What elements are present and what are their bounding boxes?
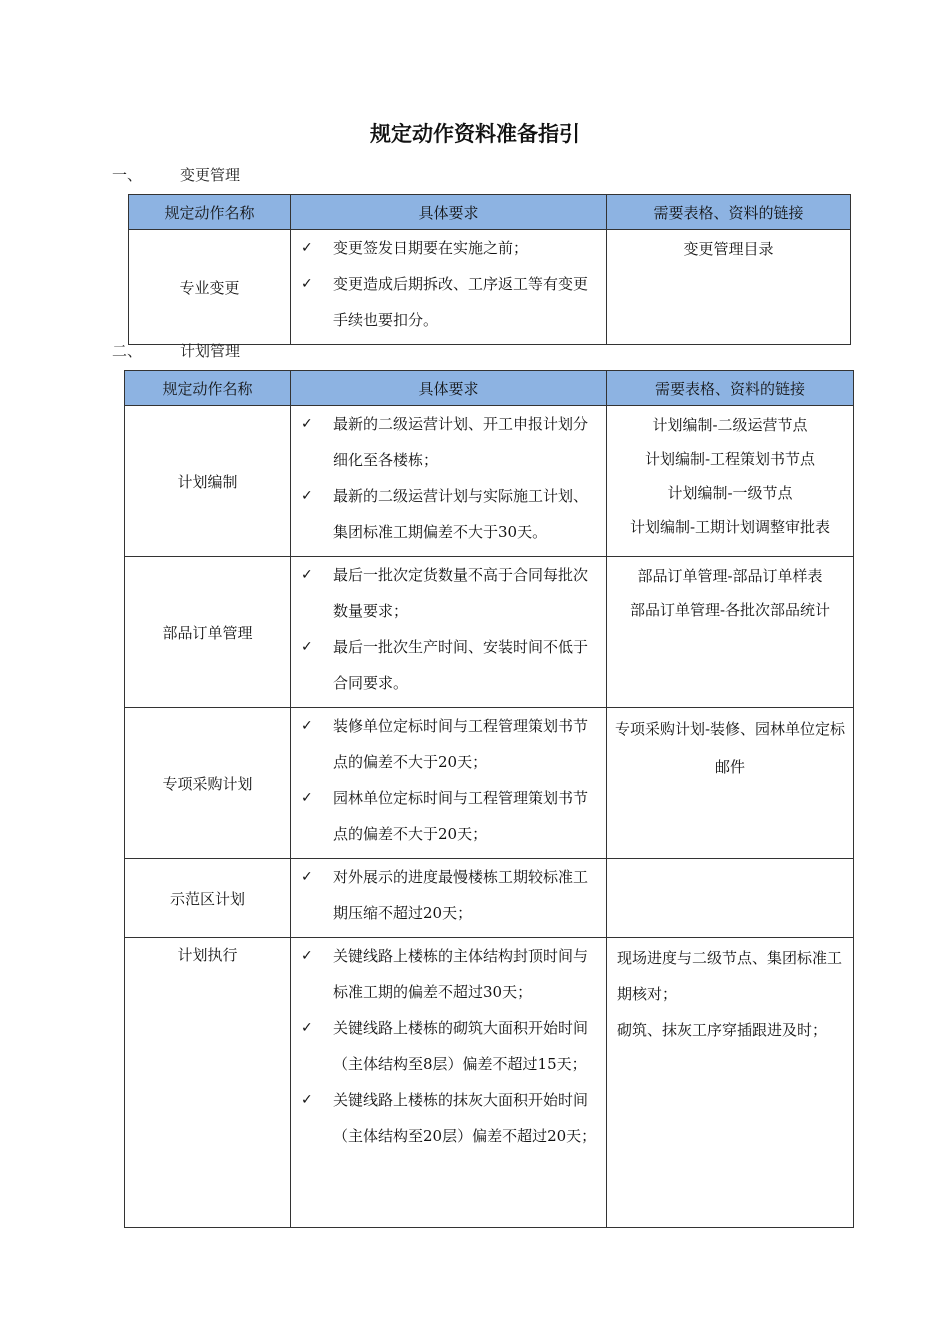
link-text: 现场进度与二级节点、集团标准工期核对； (617, 949, 843, 1003)
section-title: 计划管理 (180, 342, 241, 360)
checkmark-icon: ✓ (301, 1092, 313, 1108)
section-heading-change (112, 164, 240, 185)
requirement-item: ✓ 关键线路上楼栋的抹灰大面积开始时间（主体结构至20层）偏差不超过20天； (299, 1082, 602, 1154)
links-cell (607, 230, 851, 345)
requirement-item: ✓ 关键线路上楼栋的主体结构封顶时间与标准工期的偏差不超过30天； (299, 938, 602, 1010)
requirement-item: ✓ 最后一批次生产时间、安装时间不低于合同要求。 (299, 629, 602, 701)
table-row (125, 708, 854, 859)
link-text: 部品订单管理-各批次部品统计 (629, 601, 831, 619)
links-cell (607, 708, 854, 859)
change-management-table (128, 194, 851, 345)
checkmark-icon: ✓ (301, 276, 313, 292)
requirement-item: ✓ 变更造成后期拆改、工序返工等有变更手续也要扣分。 (299, 266, 602, 338)
checkmark-icon: ✓ (301, 488, 313, 504)
action-name: 示范区计划 (125, 859, 291, 938)
header-action-name: 规定动作名称 (125, 371, 291, 406)
checkmark-icon: ✓ (301, 240, 313, 256)
section-number: 二、 (112, 342, 143, 360)
header-requirements: 具体要求 (291, 195, 607, 230)
requirement-item: ✓ 变更签发日期要在实施之前； (299, 230, 602, 266)
requirements-cell (291, 406, 607, 557)
header-links: 需要表格、资料的链接 (607, 371, 854, 406)
requirement-item: ✓ 关键线路上楼栋的砌筑大面积开始时间（主体结构至8层）偏差不超过15天； (299, 1010, 602, 1082)
checkmark-icon: ✓ (301, 790, 313, 806)
link-text: 砌筑、抹灰工序穿插跟进及时； (617, 1021, 828, 1039)
link-text: 计划编制-一级节点 (667, 484, 793, 502)
section-title: 变更管理 (180, 166, 241, 184)
table-header-row (125, 371, 854, 406)
table-header-row (129, 195, 851, 230)
checkmark-icon: ✓ (301, 567, 313, 583)
requirements-cell (291, 557, 607, 708)
requirements-cell (291, 938, 607, 1228)
requirement-item: ✓ 对外展示的进度最慢楼栋工期较标准工期压缩不超过20天； (299, 859, 602, 931)
requirement-item: ✓ 园林单位定标时间与工程管理策划书节点的偏差不大于20天； (299, 780, 602, 852)
action-name: 计划执行 (125, 938, 291, 1228)
action-name: 专项采购计划 (125, 708, 291, 859)
requirement-item: ✓ 最新的二级运营计划、开工申报计划分细化至各楼栋； (299, 406, 602, 478)
section-heading-plan (112, 340, 240, 361)
checkmark-icon: ✓ (301, 1020, 313, 1036)
link-text: 部品订单管理-部品订单样表 (637, 567, 823, 585)
action-name: 专业变更 (129, 230, 291, 345)
section-number: 一、 (112, 166, 143, 184)
requirement-item: ✓ 装修单位定标时间与工程管理策划书节点的偏差不大于20天； (299, 708, 602, 780)
action-name: 计划编制 (125, 406, 291, 557)
table-row (125, 938, 854, 1228)
links-cell (607, 557, 854, 708)
requirements-cell (291, 708, 607, 859)
link-text: 计划编制-工期计划调整审批表 (629, 518, 831, 536)
checkmark-icon: ✓ (301, 416, 313, 432)
links-cell (607, 859, 854, 938)
link-text: 专项采购计划-装修、园林单位定标邮件 (614, 720, 846, 776)
checkmark-icon: ✓ (301, 948, 313, 964)
link-text: 计划编制-二级运营节点 (652, 416, 808, 434)
link-text: 变更管理目录 (683, 240, 774, 258)
requirement-item: ✓ 最新的二级运营计划与实际施工计划、集团标准工期偏差不大于30天。 (299, 478, 602, 550)
links-cell (607, 938, 854, 1228)
plan-management-table (124, 370, 854, 1228)
table-row (129, 230, 851, 345)
header-action-name: 规定动作名称 (129, 195, 291, 230)
links-cell (607, 406, 854, 557)
link-text: 计划编制-工程策划书节点 (644, 450, 816, 468)
action-name: 部品订单管理 (125, 557, 291, 708)
requirements-cell (291, 230, 607, 345)
header-requirements: 具体要求 (291, 371, 607, 406)
table-row (125, 859, 854, 938)
document-title: 规定动作资料准备指引 (370, 122, 580, 146)
requirements-cell (291, 859, 607, 938)
checkmark-icon: ✓ (301, 869, 313, 885)
checkmark-icon: ✓ (301, 639, 313, 655)
table-row (125, 406, 854, 557)
table-row (125, 557, 854, 708)
requirement-item: ✓ 最后一批次定货数量不高于合同每批次数量要求； (299, 557, 602, 629)
header-links: 需要表格、资料的链接 (607, 195, 851, 230)
checkmark-icon: ✓ (301, 718, 313, 734)
